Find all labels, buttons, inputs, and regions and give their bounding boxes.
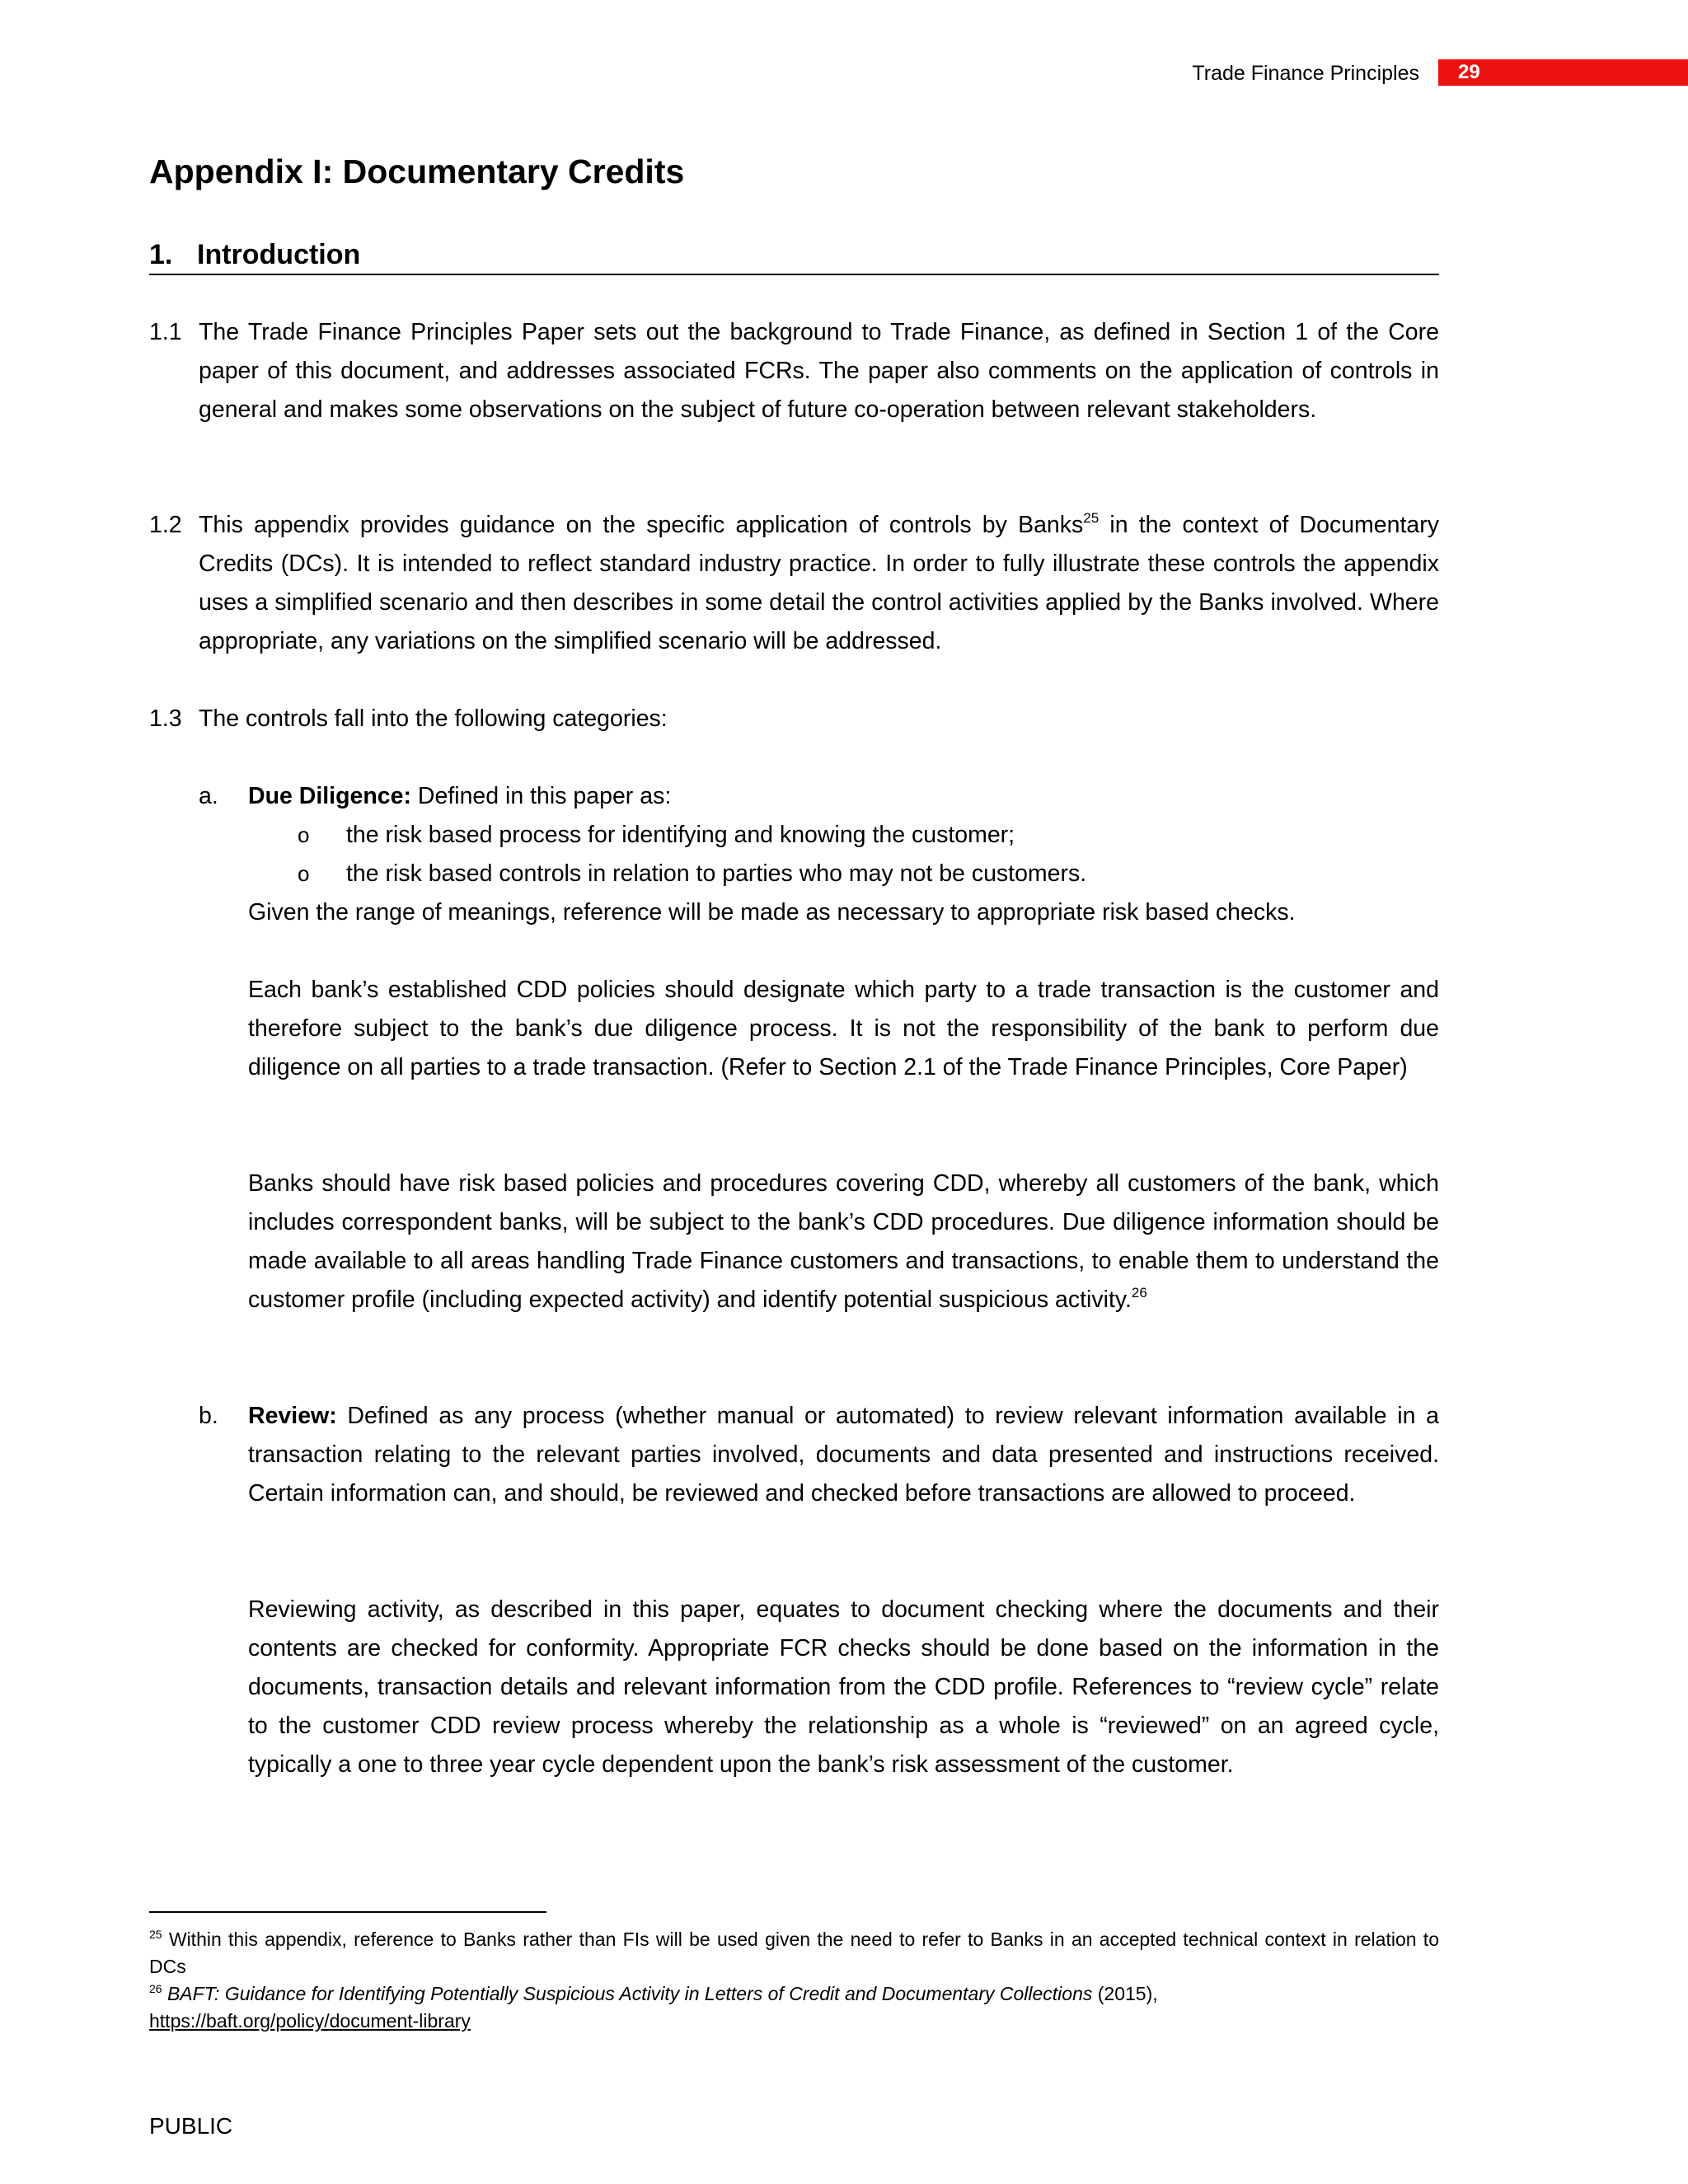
list-item	[298, 816, 1439, 855]
section-number: 1.	[149, 239, 173, 270]
paragraph-number: 1.3	[149, 705, 182, 732]
footnote-number: 25	[149, 1928, 162, 1941]
paragraph-1-2	[149, 506, 1439, 661]
footnote-source-title: BAFT: Guidance for Identifying Potentially Suspicious Activity in Letters of Credit and Documentary Collections	[162, 1983, 1093, 2004]
bullet-text: the risk based process for identifying and knowing the customer;	[346, 822, 1015, 848]
footnote-ref-26: 26	[1131, 1285, 1147, 1301]
bullet-circle-icon: o	[298, 861, 310, 886]
footnote-ref-25: 25	[1083, 510, 1100, 526]
paragraph-text-part-a: This appendix provides guidance on the specific application of controls by Banks	[199, 512, 1084, 538]
paragraph-1-1	[149, 313, 1439, 429]
footnotes	[149, 1926, 1439, 2035]
paragraph-number: 1.1	[149, 319, 182, 345]
item-intro-text: Defined in this paper as:	[410, 783, 672, 809]
paragraph-text: Banks should have risk based policies and procedures covering CDD, whereby all customers of the bank, which includes correspondent banks, will be subject to the bank’s CDD procedures. Due diligence information should be made available to all areas handling Trade Finance customers and transactions, to enable them to understand the customer profile (including expected activity) and identify potential suspicious activity.	[248, 1170, 1439, 1313]
footnote-26	[149, 1980, 1439, 2035]
classification-label: PUBLIC	[149, 2113, 233, 2139]
item-text	[248, 1397, 1439, 1513]
paragraph-text	[199, 506, 1439, 661]
item-letter: a.	[199, 783, 218, 809]
footnote-25	[149, 1926, 1439, 1980]
paragraph-text: The controls fall into the following categories:	[199, 705, 668, 732]
item-a-due-diligence	[199, 777, 1439, 816]
footnote-number: 26	[149, 1982, 162, 1995]
item-term: Due Diligence:	[248, 783, 411, 809]
section-title: Introduction	[197, 239, 361, 270]
range-note: Given the range of meanings, reference will be made as necessary to appropriate risk based checks.	[248, 899, 1296, 926]
bullet-text: the risk based controls in relation to parties who may not be customers.	[346, 860, 1087, 887]
section-heading	[149, 236, 1439, 275]
cdd-policies-paragraph: Each bank’s established CDD policies should designate which party to a trade transaction is the customer and therefore subject to the bank’s due diligence process. It is not the responsibility of the bank to perform due diligence on all parties to a trade transaction. (Refer to Section 2.1 of the Trade Finance Principles, Core Paper)	[248, 977, 1439, 1080]
page-number-tab	[1438, 59, 1688, 86]
appendix-title: Appendix I: Documentary Credits	[149, 152, 685, 190]
reviewing-activity-paragraph: Reviewing activity, as described in this paper, equates to document checking where the documents and their contents are checked for conformity. Appropriate FCR checks should be done based on the information in the documents, transaction details and relevant information from the CDD profile. References to “review cycle” relate to the customer CDD review process whereby the relationship as a whole is “reviewed” on an agreed cycle, typically a one to three year cycle dependent upon the bank’s risk assessment of the customer.	[248, 1596, 1439, 1778]
footnote-year: (2015),	[1092, 1983, 1158, 2004]
paragraph-1-3	[149, 700, 1439, 738]
due-diligence-bullet-list	[298, 816, 1439, 893]
paragraph-text: The Trade Finance Principles Paper sets out the background to Trade Finance, as defined in Section 1 of the Core paper of this document, and addresses associated FCRs. The paper also comments on the application of controls in general and makes some observations on the subject of future co-operation between relevant stakeholders.	[199, 319, 1439, 423]
list-item	[298, 855, 1439, 893]
running-header-title: Trade Finance Principles	[1192, 62, 1419, 85]
cdd-procedures-paragraph	[248, 1165, 1439, 1319]
footnote-text: Within this appendix, reference to Banks rather than FIs will be used given the need to refer to Banks in an accepted technical context in relation to DCs	[149, 1929, 1439, 1977]
item-intro	[248, 777, 1439, 816]
paragraph-number: 1.2	[149, 512, 182, 538]
paragraph-text-part-b: in the context of Documentary Credits (DCs). It is intended to reflect standard industry practice. In order to fully illustrate these controls the appendix uses a simplified scenario and then describes in some detail the control activities applied by the Banks involved. Where appropriate, any variations on the simplified scenario will be addressed.	[199, 512, 1440, 654]
page-number: 29	[1458, 61, 1480, 83]
item-term: Review:	[248, 1403, 337, 1429]
item-body-text: Defined as any process (whether manual or automated) to review relevant information available in a transaction relating to the relevant parties involved, documents and data presented and instructions received. Certain information can, and should, be reviewed and checked before transactions are allowed to proceed.	[248, 1403, 1439, 1507]
item-letter: b.	[199, 1403, 218, 1429]
footnote-separator	[149, 1911, 546, 1913]
item-b-review	[199, 1397, 1439, 1513]
bullet-circle-icon: o	[298, 823, 310, 847]
baft-document-library-link[interactable]: https://baft.org/policy/document-library	[149, 2010, 471, 2032]
